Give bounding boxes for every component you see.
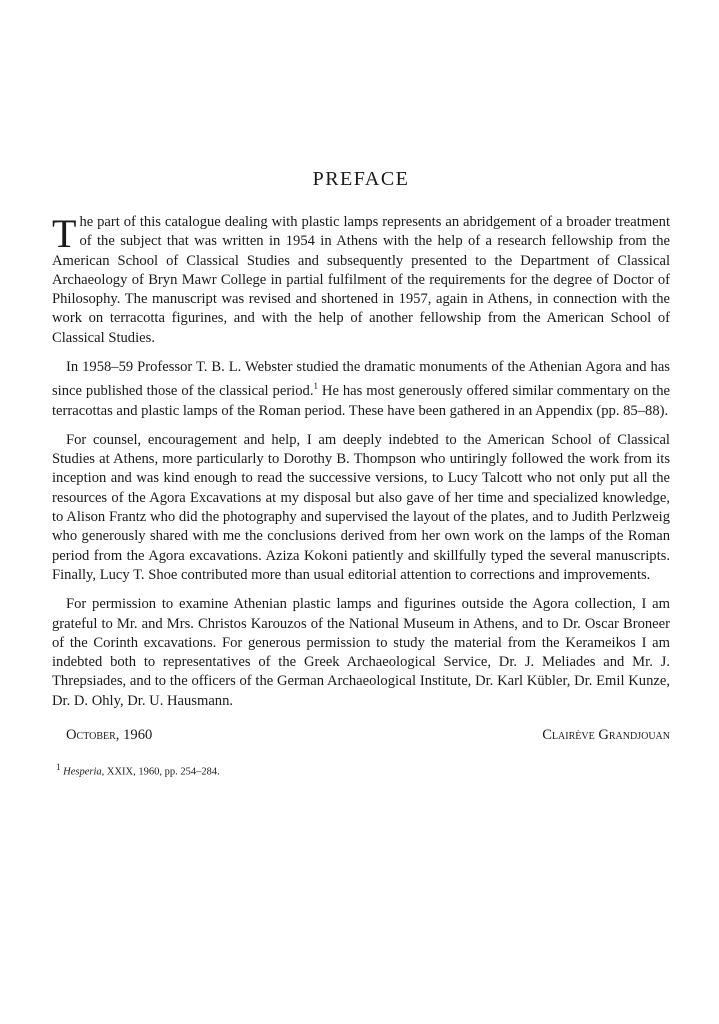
signoff-author: Clairève Grandjouan	[542, 726, 670, 743]
paragraph-2-tail: He has most generously offered similar commentary on the terracottas and plastic lamps of the Roman period. These have been gathered in an Appendix (pp. 85–88).	[52, 383, 671, 419]
paragraph-1-text: he part of this catalogue dealing with plastic lamps represents an abridgement of a broader treatment of the subject that was written in 1954 in Athens with the help of a research fellowship from the American School of Classical Studies and subsequently presented to the Department of Classical Archaeology of Bryn Mawr College in partial fulfilment of the requirements for the degree of Doctor of Philosophy. The manuscript was revised and shortened in 1957, again in Athens, in connection with the work on terracotta figurines, and with the help of another fellowship from the American School of Classical Studies.	[52, 214, 670, 346]
signoff-date: October, 1960	[66, 726, 153, 743]
paragraph-2-text: In 1958–59 Professor T. B. L. Webster studied the dramatic monuments of the Athenian Agora and has since published those of the classical period.	[52, 359, 670, 400]
preface-page	[52, 168, 670, 777]
page-title: PREFACE	[312, 168, 410, 190]
footnote-text: , XXIX, 1960, pp. 254–284.	[101, 766, 220, 778]
signoff	[52, 727, 670, 744]
footnote-reference[interactable]: 1	[313, 381, 318, 392]
footnote	[52, 762, 670, 778]
paragraph-4: For permission to examine Athenian plastic lamps and figurines outside the Agora collection, I am grateful to Mr. and Mrs. Christos Karouzos of the National Museum in Athens, and to Dr. Oscar Broneer of the Corinth excavations. For generous permission to study the material from the Kerameikos I am indebted both to representatives of the Greek Archaeological Service, Dr. J. Meliades and Mr. J. Threpsiades, and to the officers of the German Archaeological Institute, Dr. Karl Kübler, Dr. Emil Kunze, Dr. D. Ohly, Dr. U. Hausmann.	[52, 596, 670, 709]
drop-cap: T	[52, 211, 77, 256]
footnote-number: 1	[56, 761, 61, 772]
paragraph-1	[52, 213, 670, 348]
footnote-journal: Hesperia	[63, 766, 102, 778]
paragraph-2	[52, 358, 670, 421]
paragraph-3: For counsel, encouragement and help, I am deeply indebted to the American School of Classical Studies at Athens, more particularly to Dorothy B. Thompson who untiringly followed the work from its inception and was kind enough to read the successive versions, to Lucy Talcott who not only put all the resources of the Agora Excavations at my disposal but also gave of her time and specialized knowledge, to Alison Frantz who did the photography and supervised the layout of the plates, and to Judith Perlzweig who generously shared with me the conclusions derived from her own work on the lamps of the Roman period from the Agora excavations. Aziza Kokoni patiently and skillfully typed the several manuscripts. Finally, Lucy T. Shoe contributed more than usual editorial attention to corrections and improvements.	[52, 431, 670, 583]
